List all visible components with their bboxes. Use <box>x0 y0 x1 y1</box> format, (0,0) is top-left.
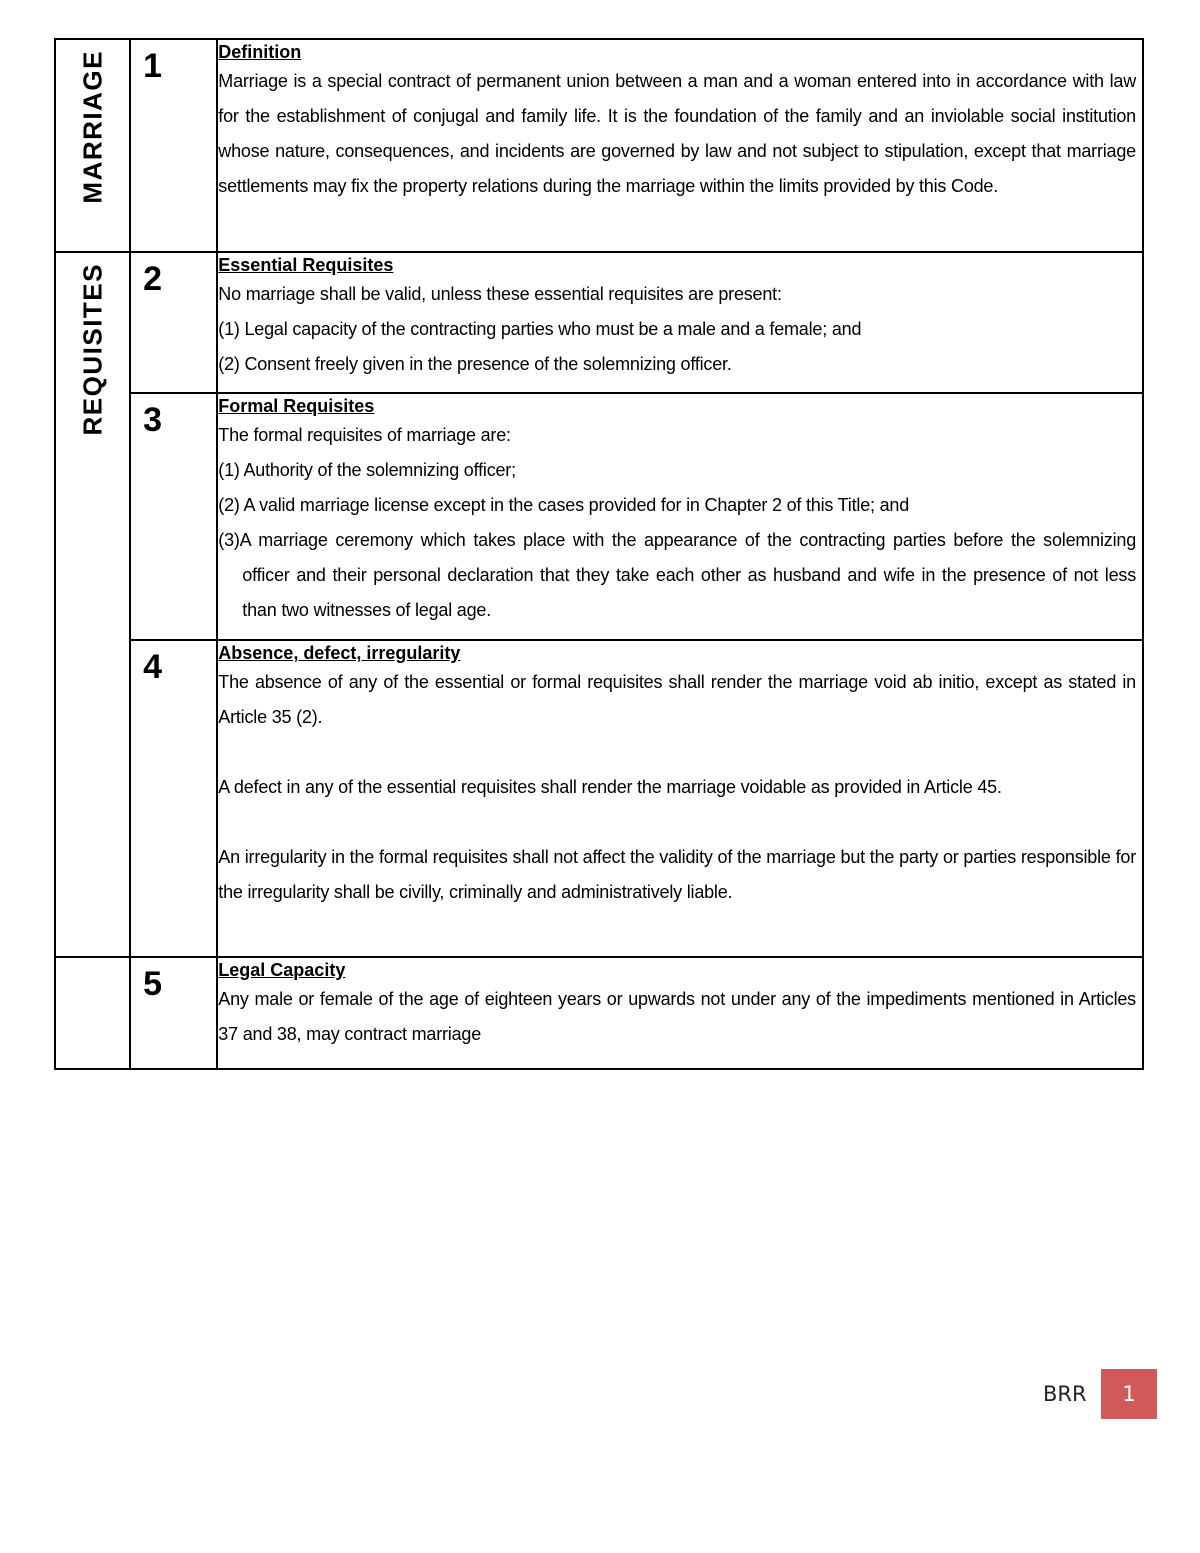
article-body-cell <box>217 39 1143 252</box>
article-row-4 <box>55 640 1143 957</box>
article-text: Marriage is a special contract of permanent union between a man and a woman entered into in accordance with law for the establishment of conjugal and family life. It is the foundation of the family and an inviolable social institution whose nature, consequences, and incidents are governed by law and not subject to stipulation, except that marriage settlements may fix the property relations during the marriage within the limits provided by this Code. <box>218 71 1136 196</box>
footer-label: BRR <box>1043 1382 1087 1406</box>
list-item: (2) A valid marriage license except in the cases provided for in Chapter 2 of this Title; and <box>218 495 910 515</box>
article-number: 5 <box>143 965 163 1003</box>
article-number-cell <box>130 252 217 393</box>
article-number-cell <box>130 640 217 957</box>
article-number: 3 <box>143 401 163 439</box>
article-row-1 <box>55 39 1143 252</box>
list-item: (2) Consent freely given in the presence of the solemnizing officer. <box>218 354 732 374</box>
list-item: (1) Authority of the solemnizing officer; <box>218 460 516 480</box>
category-label-requisites: REQUISITES <box>77 263 108 436</box>
article-row-5 <box>55 957 1143 1069</box>
article-heading: Absence, defect, irregularity <box>218 643 461 663</box>
category-requisites-cell <box>55 252 130 957</box>
article-number-cell <box>130 393 217 640</box>
category-marriage-cell <box>55 39 130 252</box>
list-item: (3)A marriage ceremony which takes place with the appearance of the contracting parties before the solemnizing officer and their personal declaration that they take each other as husband and wife in the presence of not less than two witnesses of legal age. <box>218 530 1136 620</box>
article-heading: Legal Capacity <box>218 960 346 980</box>
article-intro: No marriage shall be valid, unless these essential requisites are present: <box>218 284 782 304</box>
article-body-cell <box>217 393 1143 640</box>
article-row-3 <box>55 393 1143 640</box>
article-paragraph: An irregularity in the formal requisites shall not affect the validity of the marriage but the party or parties responsible for the irregularity shall be civilly, criminally and administratively liable. <box>218 847 1136 902</box>
articles-table <box>54 38 1144 1070</box>
article-heading: Formal Requisites <box>218 396 375 416</box>
article-paragraph: The absence of any of the essential or formal requisites shall render the marriage void ab initio, except as stated in Article 35 (2). <box>218 672 1136 727</box>
article-heading: Essential Requisites <box>218 255 394 275</box>
article-number: 4 <box>143 648 163 686</box>
list-item: (1) Legal capacity of the contracting parties who must be a male and a female; and <box>218 319 862 339</box>
article-paragraph: A defect in any of the essential requisites shall render the marriage voidable as provided in Article 45. <box>218 777 1002 797</box>
page-number-badge: 1 <box>1101 1369 1157 1419</box>
article-body-cell <box>217 252 1143 393</box>
article-row-2 <box>55 252 1143 393</box>
category-empty-cell <box>55 957 130 1069</box>
article-heading: Definition <box>218 42 302 62</box>
article-body-cell <box>217 957 1143 1069</box>
article-number-cell <box>130 957 217 1069</box>
article-number: 2 <box>143 260 163 298</box>
article-body-cell <box>217 640 1143 957</box>
category-label-marriage: MARRIAGE <box>77 50 108 204</box>
article-number: 1 <box>143 47 163 85</box>
article-number-cell <box>130 39 217 252</box>
article-text: Any male or female of the age of eighteen years or upwards not under any of the impediments mentioned in Articles 37 and 38, may contract marriage <box>218 989 1136 1044</box>
article-intro: The formal requisites of marriage are: <box>218 425 511 445</box>
